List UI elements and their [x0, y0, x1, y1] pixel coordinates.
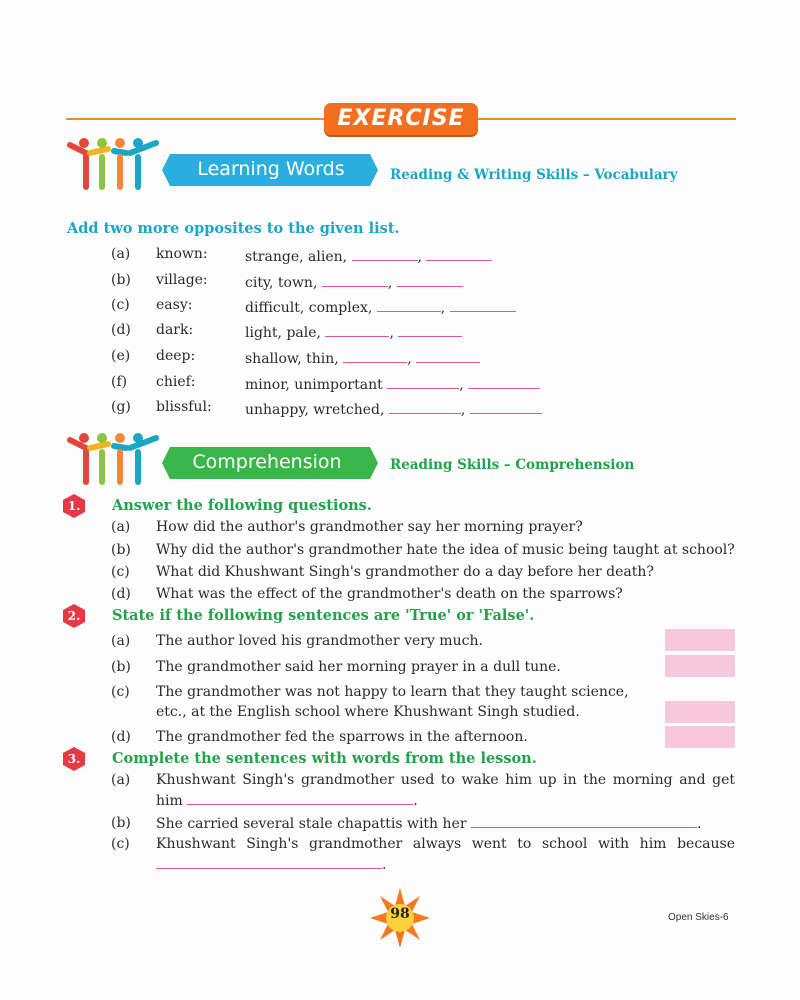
book-title-footer: Open Skies-6: [668, 912, 729, 923]
answer-blank[interactable]: [343, 348, 407, 363]
answer-blank[interactable]: [325, 322, 389, 337]
vocab-subtitle: Reading & Writing Skills – Vocabulary: [390, 167, 678, 183]
true-false-answer-box[interactable]: [665, 701, 735, 723]
vocab-instruction: Add two more opposites to the given list.: [67, 220, 400, 237]
true-false-answer-box[interactable]: [665, 726, 735, 748]
learning-words-label: Learning Words: [197, 158, 345, 180]
header-rule-left: [66, 118, 324, 120]
answer-blank[interactable]: [322, 272, 388, 287]
answer-blank[interactable]: [387, 374, 459, 389]
children-group-icon: [66, 430, 166, 486]
comprehension-label: Comprehension: [192, 451, 342, 473]
answer-blank[interactable]: [377, 297, 441, 312]
answer-blank[interactable]: [416, 348, 480, 363]
exercise-title: EXERCISE: [324, 103, 478, 135]
true-false-answer-box[interactable]: [665, 655, 735, 677]
answer-blank[interactable]: [471, 813, 697, 828]
question-1-title: Answer the following questions.: [112, 497, 372, 514]
answer-blank[interactable]: [468, 374, 540, 389]
question-number-badge: 1.: [62, 494, 86, 518]
question-number-badge: 3.: [62, 747, 86, 771]
page-number-badge: 98: [370, 888, 430, 948]
children-group-icon: [66, 135, 166, 191]
answer-blank[interactable]: [450, 297, 516, 312]
answer-blank[interactable]: [352, 246, 418, 261]
question-number-badge: 2.: [62, 604, 86, 628]
answer-blank[interactable]: [397, 272, 463, 287]
answer-blank[interactable]: [187, 790, 413, 805]
true-false-answer-box[interactable]: [665, 629, 735, 651]
comprehension-subtitle: Reading Skills – Comprehension: [390, 457, 635, 473]
worksheet-page: EXERCISE Learning Words Reading & Writing Skills – Vocabulary Add two more opposites to the given list. (a) known: strange, alien, , (b) village: city, town, , (c) easy: difficult, complex, , (d) dark: light, pale, , (e) deep: shallow, thin, , (f) chief: minor, unimportant , (g) blissful: unhappy, wretched, , Comprehension Reading Skills – Comprehension 1. Answer the following questions. (a) How did the author's grandmother say her morning prayer? (b) Why did the author's grandmother hate the idea of music being taught at school? (c) What did Khushwant Singh's grandmother do a day before her death? (d) What was the effect of the grandmother's death on the sparrows? 2. State if the following sentences are 'True' or 'False'. (a) The author loved his grandmother very much. (b) The grandmother said her morning prayer in a dull tune. (c) The grandmother was not happy to learn that they taught science, etc., at the English school where Khushwant Singh studied. (d) The grandmother fed the sparrows in the afternoon. 3. Complete the sentences with words from the lesson. (a) Khushwant Singh's grandmother used to wake him up in the morning and get him . (b) She carried several stale chapattis with her . (c) Khushwant Singh's grandmother always went to school with him because . 98 Open Skies-6: [0, 0, 800, 1000]
answer-blank[interactable]: [389, 399, 461, 414]
question-2-title: State if the following sentences are 'True' or 'False'.: [112, 607, 535, 624]
header-rule-right: [478, 118, 736, 120]
question-3-title: Complete the sentences with words from the lesson.: [112, 750, 537, 767]
answer-blank[interactable]: [470, 399, 542, 414]
answer-blank[interactable]: [398, 322, 462, 337]
answer-blank[interactable]: [426, 246, 492, 261]
answer-blank[interactable]: [156, 854, 382, 869]
